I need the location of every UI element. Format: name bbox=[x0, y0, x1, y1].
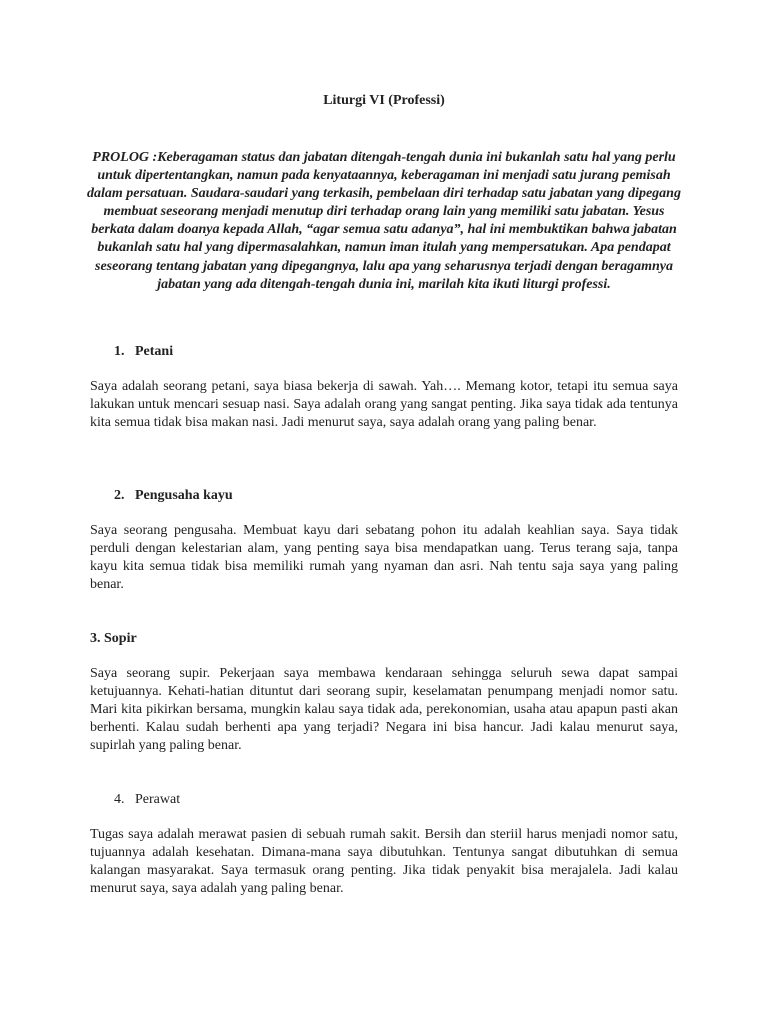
section-paragraph-pengusaha-kayu: Saya seorang pengusaha. Membuat kayu dari sebatang pohon itu adalah keahlian saya. Saya tidak perduli dengan kelestarian alam, yang penting saya bisa mendapatkan uang. Terus terang saja, tanpa kayu kita semua tidak bisa memiliki rumah yang nyaman dan asri. Nah tentu saja saya yang paling benar. bbox=[90, 523, 678, 592]
section-heading-perawat bbox=[114, 791, 180, 809]
section-number: 2. bbox=[114, 488, 125, 503]
section-heading-sopir bbox=[90, 630, 137, 648]
page-title: Liturgi VI (Professi) bbox=[323, 93, 445, 108]
section-paragraph-perawat: Tugas saya adalah merawat pasien di sebuah rumah sakit. Bersih dan steriil harus menjadi nomor satu, tujuannya adalah kesehatan. Dimana-mana saya dibutuhkan. Tentunya sangat dibutuhkan di semua kalangan masyarakat. Saya termasuk orang penting. Jika tidak penyakit bisa merajalela. Jadi kalau menurut saya, saya adalah yang paling benar. bbox=[90, 827, 678, 896]
section-heading-pengusaha-kayu bbox=[114, 487, 233, 505]
section-paragraph-petani: Saya adalah seorang petani, saya biasa bekerja di sawah. Yah…. Memang kotor, tetapi itu semua saya lakukan untuk mencari sesuap nasi. Saya adalah orang yang sangat penting. Jika saya tidak ada tentunya kita semua tidak bisa makan nasi. Jadi menurut saya, saya adalah orang yang paling benar. bbox=[90, 379, 678, 430]
section-number: 3. bbox=[90, 631, 101, 646]
section-title: Perawat bbox=[135, 792, 181, 807]
section-heading-petani bbox=[114, 343, 173, 361]
section-title: Sopir bbox=[104, 631, 137, 646]
section-title: Pengusaha kayu bbox=[135, 488, 233, 503]
section-paragraph-sopir: Saya seorang supir. Pekerjaan saya membawa kendaraan sehingga seluruh sewa dapat sampai ketujuannya. Kehati-hatian dituntut dari seorang supir, keselamatan penumpang menjadi nomor satu. Mari kita pikirkan bersama, mungkin kalau saya tidak ada, perekonomian, usaha atau apapun pasti akan berhenti. Kalau sudah berhenti apa yang terjadi? Negara ini bisa hancur. Jadi kalau menurut saya, supirlah yang paling benar. bbox=[90, 666, 678, 753]
section-title: Petani bbox=[135, 344, 174, 359]
section-number: 1. bbox=[114, 344, 125, 359]
prolog-paragraph: PROLOG :Keberagaman status dan jabatan ditengah-tengah dunia ini bukanlah satu hal yang perlu untuk dipertentangkan, namun pada kenyataannya, keberagaman ini menjadi satu jurang pemisah dalam persatuan. Saudara-saudari yang terkasih, pembelaan diri terhadap satu jabatan yang dipegang membuat seseorang menjadi menutup diri terhadap orang lain yang memiliki satu jabatan. Yesus berkata dalam doanya kepada Allah, “agar semua satu adanya”, hal ini membuktikan bahwa jabatan bukanlah satu hal yang dipermasalahkan, namun iman itulah yang mempersatukan. Apa pendapat seseorang tentang jabatan yang dipegangnya, lalu apa yang seharusnya terjadi dengan beragamnya jabatan yang ada ditengah-tengah dunia ini, marilah kita ikuti liturgi professi. bbox=[87, 150, 681, 292]
section-number: 4. bbox=[114, 792, 125, 807]
